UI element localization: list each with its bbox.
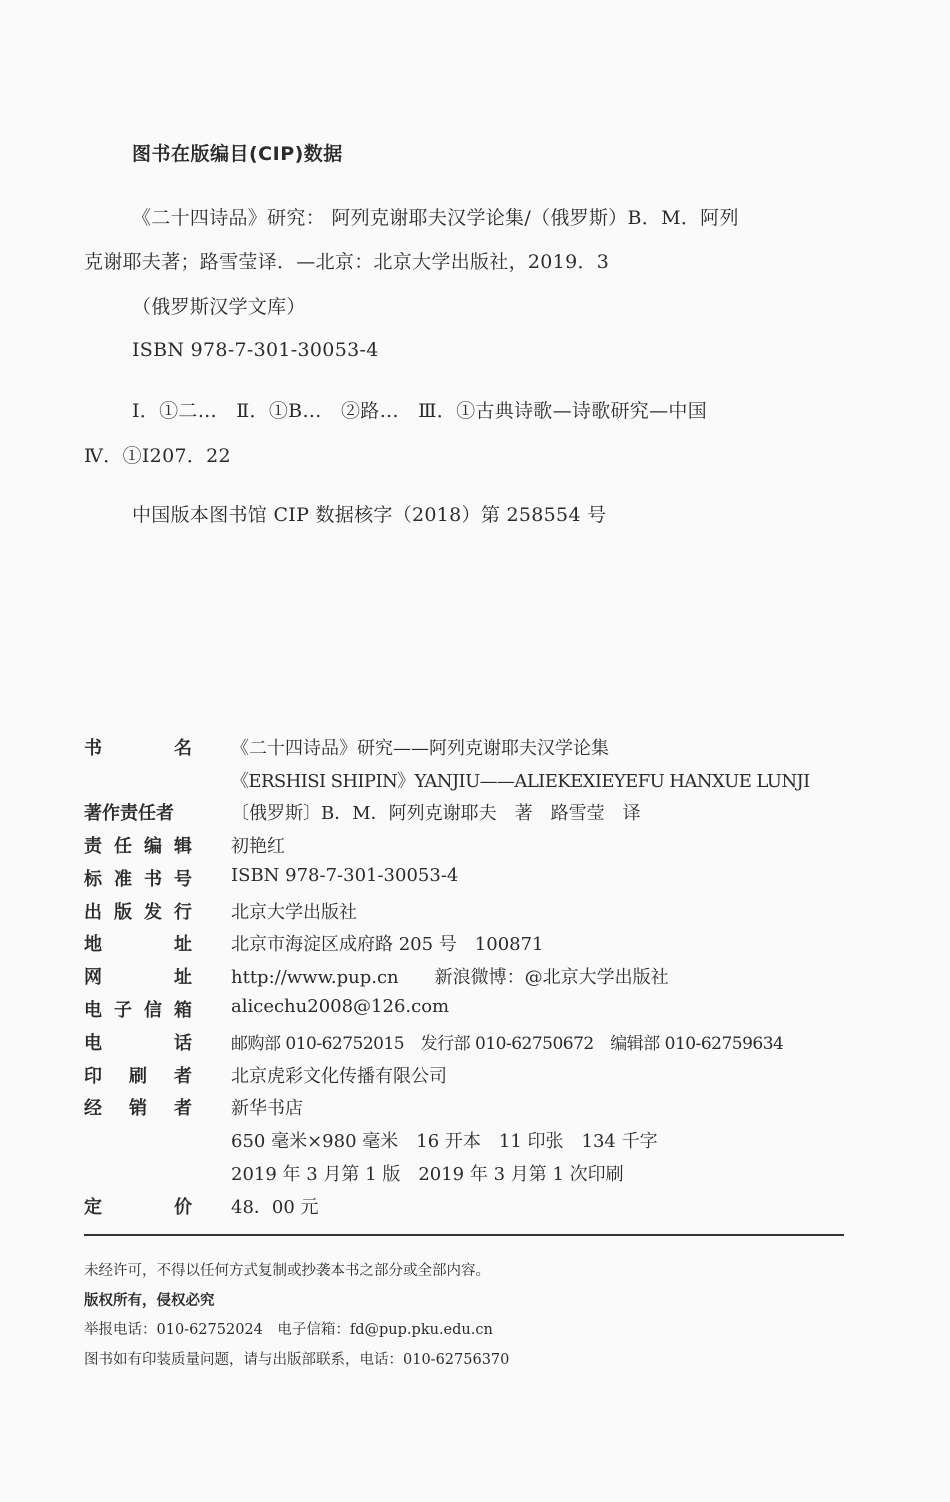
label-char: 刷	[129, 1066, 147, 1087]
info-value-email: alicechu2008@126.com	[231, 996, 450, 1017]
divider-rule	[84, 1234, 844, 1236]
label-char: 标	[84, 869, 102, 890]
label-char: 行	[174, 902, 192, 923]
label-char: 电	[84, 1033, 102, 1054]
cip-line-3: （俄罗斯汉学文库）	[132, 296, 306, 318]
label-char: 发	[144, 902, 162, 923]
info-label-email	[84, 996, 192, 1022]
cip-line-4: ISBN 978-7-301-30053-4	[132, 339, 379, 361]
label-char: 址	[174, 967, 192, 988]
info-label-printer	[84, 1062, 192, 1088]
info-label-distributor	[84, 1094, 192, 1120]
info-label-title	[84, 734, 192, 760]
info-value-title-cn: 《二十四诗品》研究——阿列克谢耶夫汉学论集	[231, 738, 609, 759]
info-label-isbn	[84, 865, 192, 891]
label-char: 辑	[174, 836, 192, 857]
info-value-isbn: ISBN 978-7-301-30053-4	[231, 865, 459, 886]
cip-heading: 图书在版编目(CIP)数据	[132, 143, 343, 165]
cip-line-1: 《二十四诗品》研究： 阿列克谢耶夫汉学论集/（俄罗斯）B．M．阿列	[132, 207, 739, 229]
cip-line-5: Ⅰ．①二… Ⅱ．①B… ②路… Ⅲ．①古典诗歌—诗歌研究—中国	[132, 400, 708, 422]
info-value-edition: 2019 年 3 月第 1 版 2019 年 3 月第 1 次印刷	[231, 1164, 624, 1185]
cip-line-7: 中国版本图书馆 CIP 数据核字（2018）第 258554 号	[132, 504, 607, 526]
label-char: 址	[174, 934, 192, 955]
info-value-phone: 邮购部 010-62752015 发行部 010-62750672 编辑部 010-62759634	[231, 1034, 784, 1054]
label-char: 子	[114, 1000, 132, 1021]
label-char: 经	[84, 1098, 102, 1119]
notice-report-contact: 举报电话：010-62752024 电子信箱：fd@pup.pku.edu.cn	[84, 1322, 493, 1338]
label-char: 地	[84, 934, 102, 955]
label-char: 销	[129, 1098, 147, 1119]
info-value-price: 48．00 元	[231, 1197, 319, 1218]
label-char: 号	[174, 869, 192, 890]
label-char: 名	[174, 738, 192, 759]
label-char: 价	[174, 1197, 192, 1218]
info-value-website: http://www.pup.cn 新浪微博：@北京大学出版社	[231, 967, 669, 988]
label-char: 书	[84, 738, 102, 759]
label-char: 任	[114, 836, 132, 857]
info-value-publisher: 北京大学出版社	[231, 902, 357, 923]
info-value-editor: 初艳红	[231, 836, 285, 857]
info-label-address	[84, 930, 192, 956]
info-value-distributor: 新华书店	[231, 1098, 303, 1119]
cip-line-6: Ⅳ．①I207．22	[84, 445, 231, 467]
label-char: 电	[84, 1000, 102, 1021]
info-value-address: 北京市海淀区成府路 205 号 100871	[231, 934, 544, 955]
label-char: 者	[174, 1098, 192, 1119]
info-label-author: 著作责任者	[84, 803, 174, 824]
label-char: 准	[114, 869, 132, 890]
info-label-website	[84, 963, 192, 989]
cip-line-2: 克谢耶夫著；路雪莹译．—北京：北京大学出版社，2019．3	[84, 251, 610, 273]
info-label-publisher	[84, 898, 192, 924]
notice-copy-prohibition: 未经许可，不得以任何方式复制或抄袭本书之部分或全部内容。	[84, 1263, 490, 1279]
label-char: 信	[144, 1000, 162, 1021]
info-value-title-en: 《ERSHISI SHIPIN》YANJIU——ALIEKEXIEYEFU HANXUE LUNJI	[231, 771, 810, 792]
info-label-editor	[84, 832, 192, 858]
info-value-format: 650 毫米×980 毫米 16 开本 11 印张 134 千字	[231, 1131, 658, 1152]
label-char: 网	[84, 967, 102, 988]
label-char: 书	[144, 869, 162, 890]
info-label-phone	[84, 1029, 192, 1055]
label-char: 版	[114, 902, 132, 923]
info-value-printer: 北京虎彩文化传播有限公司	[231, 1066, 447, 1087]
info-label-price	[84, 1193, 192, 1219]
notice-quality-contact: 图书如有印装质量问题，请与出版部联系，电话：010-62756370	[84, 1352, 510, 1368]
info-value-author: 〔俄罗斯〕B．M．阿列克谢耶夫 著 路雪莹 译	[231, 803, 641, 824]
label-char: 出	[84, 902, 102, 923]
label-char: 箱	[174, 1000, 192, 1021]
label-char: 印	[84, 1066, 102, 1087]
label-char: 编	[144, 836, 162, 857]
notice-rights-reserved: 版权所有，侵权必究	[84, 1293, 215, 1309]
label-char: 话	[174, 1033, 192, 1054]
label-char: 者	[174, 1066, 192, 1087]
label-char: 责	[84, 836, 102, 857]
label-char: 定	[84, 1197, 102, 1218]
